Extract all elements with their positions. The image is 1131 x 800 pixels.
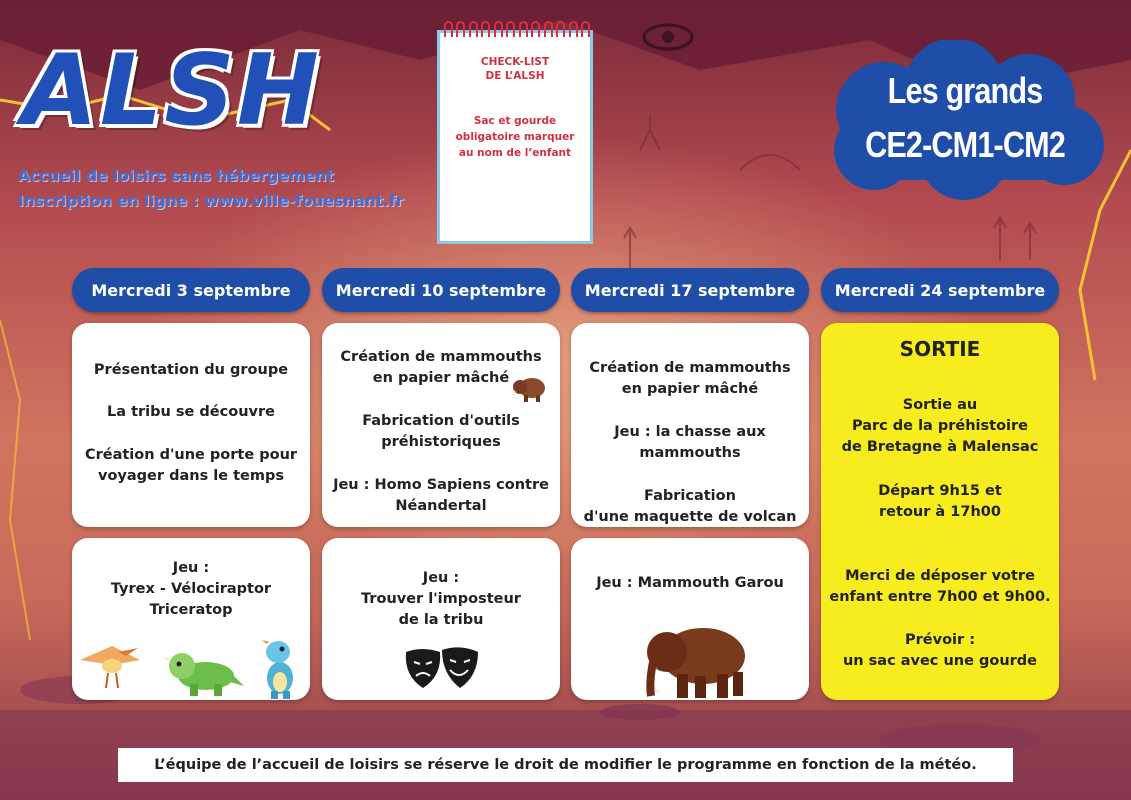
card-text: Fabrication d'outils [362,413,520,429]
mammoth-icon [631,622,751,700]
card-text: un sac avec une gourde [842,653,1038,669]
card-text: Création d'une porte pour [84,447,298,463]
checklist-line-1: Sac et gourde [473,115,557,127]
card-text: Création de mammouths [340,349,542,365]
date-pill-1: Mercredi 3 septembre [72,268,310,312]
subtitle-inscription[interactable]: Inscription en ligne : www.ville-fouesnant.fr [18,192,404,210]
card-text: d'une maquette de volcan [583,509,797,525]
card-text: enfant entre 7h00 et 9h00. [829,589,1051,605]
card-text: Fabrication [644,488,736,504]
card-text: Prévoir : [905,632,975,648]
card-day2-afternoon [322,538,560,700]
checklist-title-2: DE L’ALSH [485,70,545,82]
card-text: Sortie au [902,397,978,413]
card-day4-outing [821,323,1059,700]
group-label-1: Les grands [887,70,1043,111]
card-text: Jeu : Mammouth Garou [596,575,784,591]
card-text: Tyrex - Vélociraptor [110,581,272,597]
group-label-2: CE2-CM1-CM2 [865,124,1065,165]
card-text: préhistoriques [381,434,501,450]
card-text: Néandertal [395,498,487,514]
card-text: Trouver l'imposteur [361,591,521,607]
cloud-badge [814,40,1114,200]
pterodactyl-icon [78,638,148,690]
card-text: Parc de la préhistoire [851,418,1029,434]
checklist-line-2: obligatoire marquer [455,131,575,143]
card-text: Jeu : la chasse aux [614,424,766,440]
card-text: Merci de déposer votre [845,568,1035,584]
card-text: Jeu : Homo Sapiens contre [333,477,549,493]
alsh-title: ALSH [22,34,321,148]
card-text: Départ 9h15 et [878,483,1002,499]
triceratops-icon [164,646,244,698]
footer-notice: L’équipe de l’accueil de loisirs se réserve le droit de modifier le programme en fonction de la météo. [118,748,1013,782]
notepad-rings [444,21,590,39]
card-text: Création de mammouths [589,360,791,376]
sortie-heading: SORTIE [899,337,981,361]
card-text: Présentation du groupe [93,362,289,378]
card-text: en papier mâché [372,370,510,386]
date-pill-2: Mercredi 10 septembre [322,268,560,312]
card-text: en papier mâché [621,381,759,397]
theater-masks-icon [404,646,480,694]
subtitle-accueil: Accueil de loisirs sans hébergement [18,167,334,185]
card-text: Jeu : [172,560,210,576]
date-pill-4: Mercredi 24 septembre [821,268,1059,312]
card-day3-afternoon [571,538,809,700]
checklist-title-1: CHECK-LIST [480,56,550,68]
dinosaur-icon [260,638,304,700]
card-text: retour à 17h00 [879,504,1001,520]
card-text: de Bretagne à Malensac [841,439,1039,455]
card-text: de la tribu [398,612,484,628]
card-day3-morning [571,323,809,527]
checklist-line-3: au nom de l’enfant [458,147,572,159]
card-text: Jeu : [422,570,460,586]
card-text: voyager dans le temps [98,468,284,484]
mammoth-small-icon [510,375,548,403]
card-day1-afternoon [72,538,310,700]
card-day2-morning [322,323,560,527]
date-pill-3: Mercredi 17 septembre [571,268,809,312]
card-text: mammouths [639,445,741,461]
card-text: Triceratop [149,602,233,618]
card-day1-morning [72,323,310,527]
card-text: La tribu se découvre [107,404,275,420]
